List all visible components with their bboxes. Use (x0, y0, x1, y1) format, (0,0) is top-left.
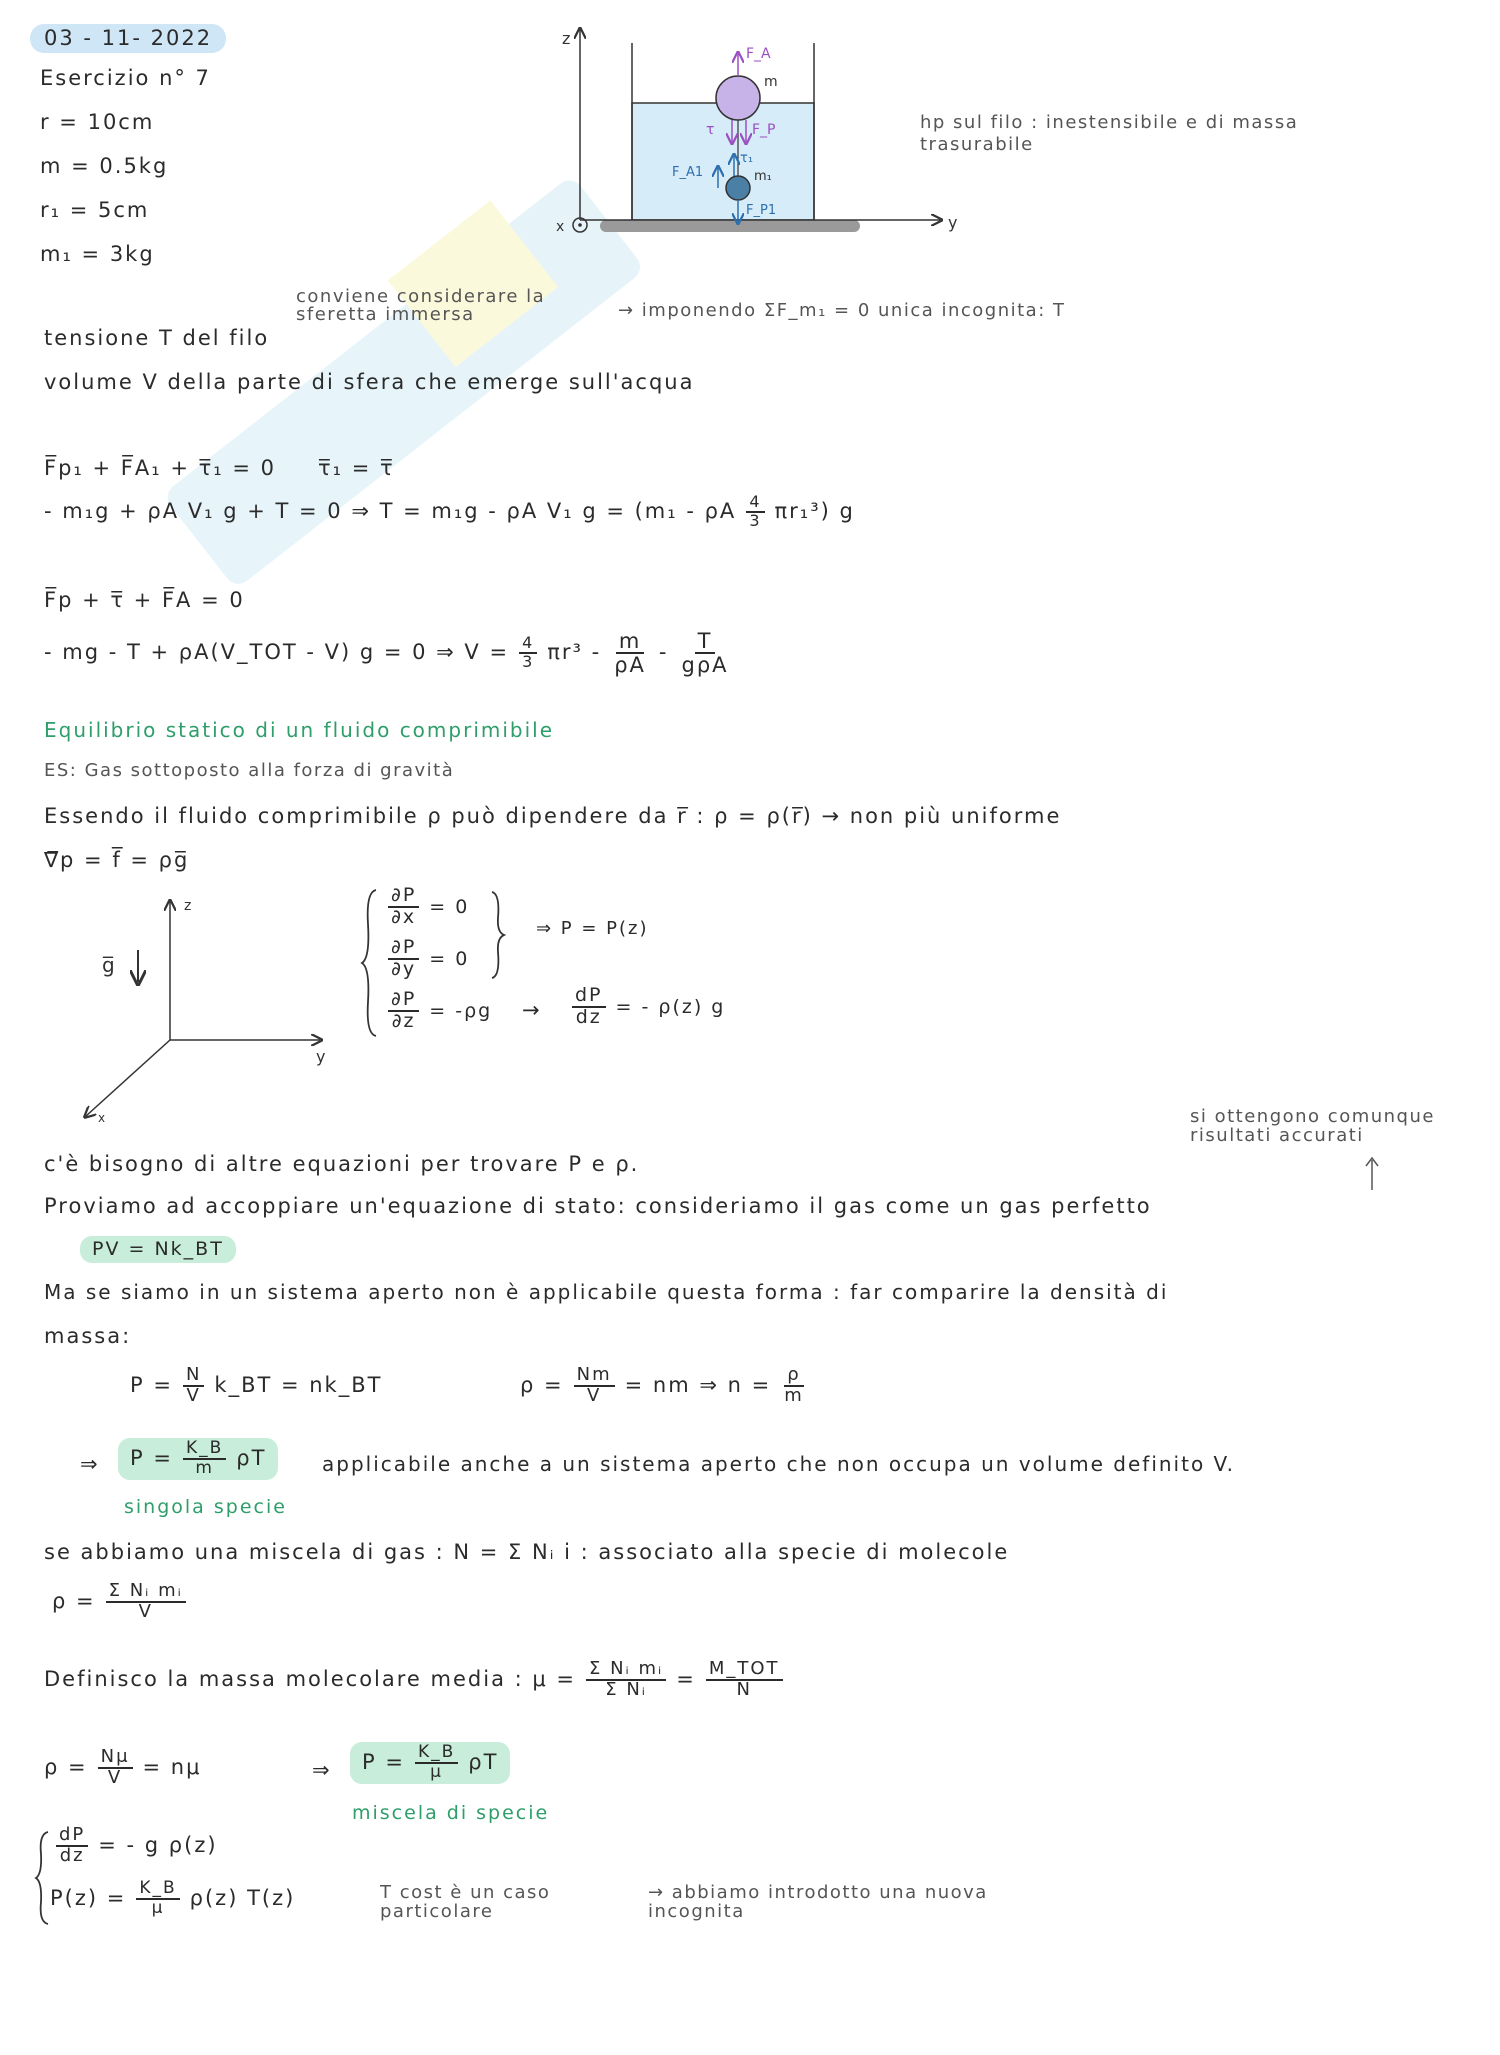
eq-tension-result: - m₁g + ρA V₁ g + T = 0 ⇒ T = m₁g - ρA V₁ g = (m₁ - ρA $\frac{4}{3}$ πr₁³) g (44, 492, 855, 530)
hp-note: hp sul filo : inestensibile e di massa trasurabile (920, 112, 1299, 155)
system-result: ⇒ P = P(z) (536, 918, 649, 939)
section-heading: Equilibrio statico di un fluido comprimibile (44, 718, 555, 742)
volume-label: volume V della parte di sfera che emerge sull'acqua (44, 370, 695, 394)
bottom-sphere (726, 176, 750, 200)
compressible-line: Essendo il fluido comprimibile ρ può dipendere da r̅ : ρ = ρ(r̅) → non più uniforme (44, 804, 1062, 828)
result1-species: singola specie (124, 1496, 287, 1518)
final-note-1: T cost è un caso particolare (380, 1882, 551, 1922)
eq-forces-1: F̅p₁ + F̅A₁ + τ̅₁ = 0 (44, 456, 276, 480)
given-r: r = 10cm (40, 110, 155, 134)
final-brace (34, 1830, 50, 1926)
eq-forces-2: F̅p + τ̅ + F̅A = 0 (44, 588, 245, 612)
system-eq-y: $\frac{\partial P}{\partial y}$ = 0 (382, 938, 469, 980)
final-eq-b: P(z) = $\frac{K\_B}{\mu}$ ρ(z) T(z) (50, 1878, 296, 1918)
force-fa1-label: F_A1 (672, 165, 704, 180)
mean-mass-def: Definisco la massa molecolare media : μ = $\frac{\text{Σ Nᵢ mᵢ}}{\text{Σ Nᵢ}}$ = $\frac{\text{M\_TOT}}{N}$ (44, 1660, 789, 1700)
gradient-line: ∇̅p = f̅ = ρg̅ (44, 848, 190, 872)
tension-note: conviene considerare la sferetta immersa (296, 286, 546, 325)
system-brace-left (360, 888, 380, 1038)
result2-eq: P = $\frac{K\_B}{\mu}$ ρT (350, 1742, 510, 1784)
system-derivative: $\frac{dP}{dz}$ = - ρ(z) g (566, 986, 725, 1028)
density-eq: ρ = $\frac{Nm}{V}$ = nm ⇒ n = $\frac{\rho}{m}$ (520, 1364, 804, 1406)
final-note-2: → abbiamo introdotto una nuova incognita (648, 1882, 988, 1922)
mass-m1-label: m₁ (754, 169, 772, 184)
mass-m-label: m (764, 74, 778, 90)
example-line: ES: Gas sottoposto alla forza di gravità (44, 760, 455, 781)
sphere-diagram (540, 18, 980, 248)
result2-species: miscela di specie (352, 1802, 550, 1824)
force-fp-label: F_P (752, 122, 776, 138)
sketch-z-label: z (184, 898, 192, 914)
tension-method: → imponendo ΣF_m₁ = 0 unica incognita: T (618, 300, 1066, 321)
eq-volume-result: - mg - T + ρA(V_TOT - V) g = 0 ⇒ V = $\frac{4}{3}$ πr³ - $\frac{m}{\rho A}$ - $\frac{T}{\text{gρA}}$ (44, 629, 729, 678)
eq-tau-equal: τ̅₁ = τ̅ (318, 456, 395, 480)
couple-line: Proviamo ad accoppiare un'equazione di stato: consideriamo il gas come un gas perfetto (44, 1194, 1152, 1218)
gravity-label: g̅ (102, 953, 115, 977)
result1-arrow: ⇒ (80, 1452, 100, 1476)
final-eq-a: $\frac{dP}{dz}$ = - g ρ(z) (50, 1826, 218, 1866)
ideal-gas-law: PV = Nk_BT (80, 1236, 236, 1263)
pressure-eq: P = $\frac{N}{V}$ k_BT = nk_BT (130, 1364, 383, 1406)
tau-label: τ (706, 122, 715, 138)
given-m: m = 0.5kg (40, 154, 169, 178)
result2-arrow: ⇒ (312, 1758, 332, 1782)
force-fa-label: F_A (746, 46, 771, 62)
given-r1: r₁ = 5cm (40, 198, 150, 222)
axes-sketch (80, 890, 380, 1130)
given-m1: m₁ = 3kg (40, 242, 155, 266)
exercise-title: Esercizio n° 7 (40, 66, 211, 90)
force-fp1-label: F_P1 (746, 203, 777, 218)
need-line: c'è bisogno di altre equazioni per trovare P e ρ. (44, 1152, 640, 1176)
density-mu-eq: ρ = $\frac{N\mu}{V}$ = nμ (44, 1746, 202, 1788)
system-brace-right (490, 890, 506, 980)
mixture-line: se abbiamo una miscela di gas : N = Σ Nᵢ i : associato alla specie di molecole (44, 1540, 1010, 1564)
axis-x-label: x (556, 219, 565, 235)
water (632, 103, 814, 220)
result1-note: applicabile anche a un sistema aperto che non occupa un volume definito V. (322, 1452, 1235, 1476)
system-eq-x: $\frac{\partial P}{\partial x}$ = 0 (382, 886, 469, 928)
mass-line: massa: (44, 1324, 132, 1348)
system-eq-z: $\frac{\partial P}{\partial z}$ = -ρg (382, 990, 492, 1032)
tension-label: tensione T del filo (44, 326, 270, 350)
result1-eq: P = $\frac{K\_B}{m}$ ρT (118, 1438, 278, 1480)
floor (600, 220, 860, 232)
sketch-y-label: y (316, 1047, 326, 1066)
accurate-arrow (1362, 1156, 1382, 1192)
tau1-label: τ₁ (740, 151, 754, 166)
accurate-note: si ottengono comunque risultati accurati (1190, 1106, 1435, 1146)
top-sphere (716, 76, 760, 120)
sketch-x-label: x (98, 1111, 106, 1125)
axis-z-label: z (562, 29, 571, 48)
system-arrow: → (522, 998, 542, 1022)
axis-y-label: y (948, 213, 958, 232)
mixture-density: ρ = $\frac{\text{Σ Nᵢ mᵢ}}{V}$ (52, 1582, 192, 1622)
date-label: 03 - 11- 2022 (30, 24, 226, 53)
open-system-line: Ma se siamo in un sistema aperto non è applicabile questa forma : far comparire la densità di (44, 1280, 1169, 1304)
